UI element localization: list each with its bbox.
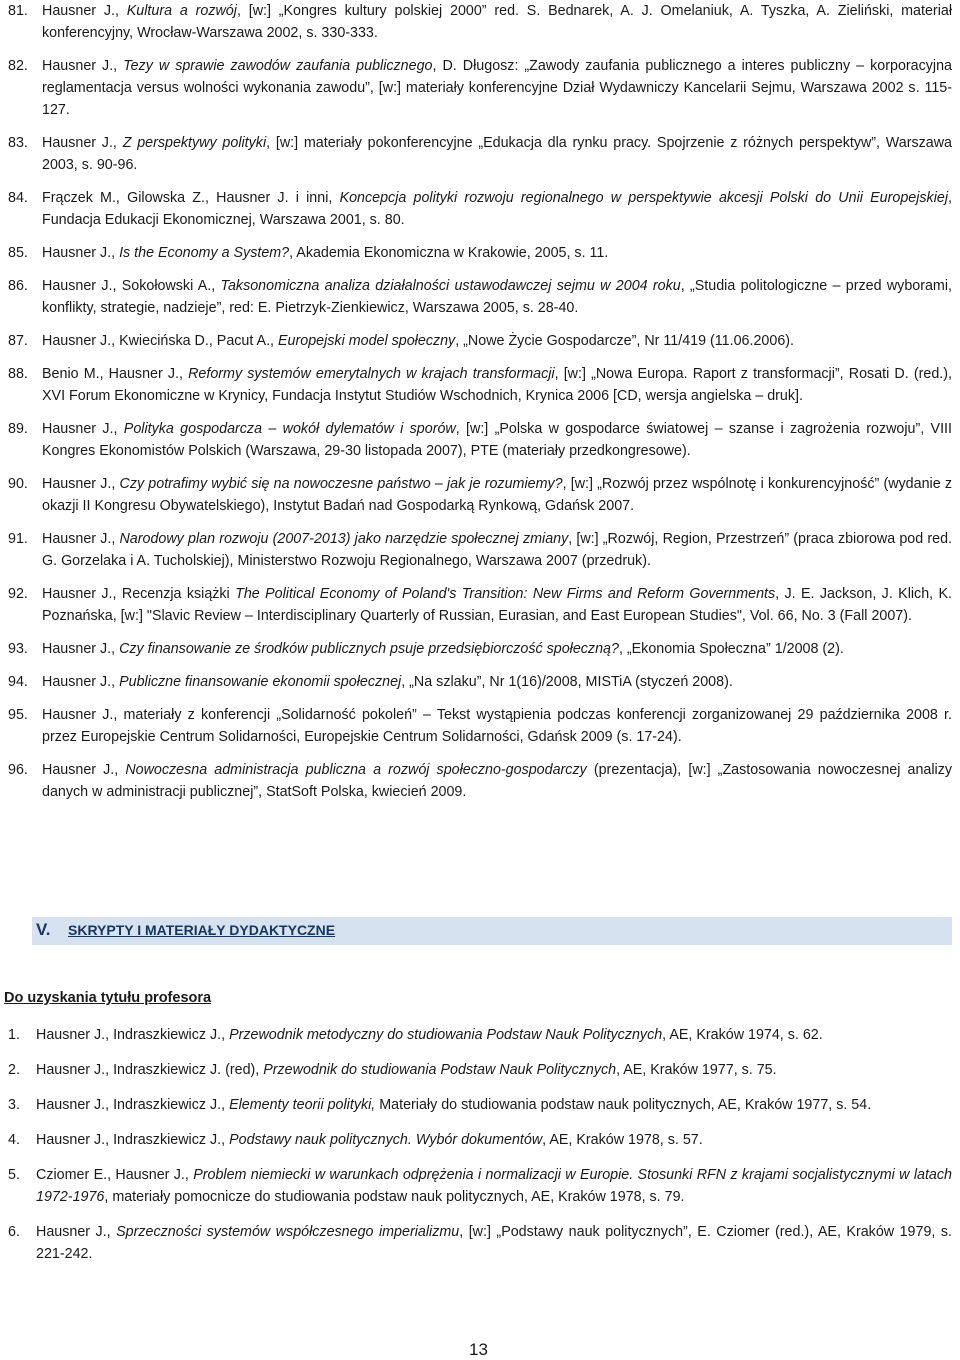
entry-text: Hausner J., Z perspektywy polityki, [w:] materiały pokonferencyjne „Edukacja dla rynku pracy. Spojrzenie z różnych perspektyw”, Warszawa 2003, s. 90-96. (42, 135, 952, 173)
entry-text: Benio M., Hausner J., Reformy systemów emerytalnych w krajach transformacji, [w:] „Nowa Europa. Raport z transformacji”, Rosati D. (red.), XVI Forum Ekonomiczne w Krynicy, Fundacja Instytut Studiów Wschodnich, Krynica 2006 [CD, wersja angielska – druk]. (42, 366, 952, 404)
entry-text: Hausner J., Tezy w sprawie zawodów zaufania publicznego, D. Długosz: „Zawody zaufania publicznego a interes publiczny – korporacyjna reglamentacja versus wolności wykonania zawodu”, [w:] materiały konferencyjne Dział Wydawniczy Kancelarii Sejmu, Warszawa 2002 s. 115-127. (42, 58, 952, 118)
bibliography-list-teaching-materials (8, 1024, 952, 1278)
entry-text: Hausner J., Indraszkiewicz J., Podstawy nauk politycznych. Wybór dokumentów, AE, Kraków 1978, s. 57. (36, 1132, 703, 1148)
entry-text: Hausner J., Sokołowski A., Taksonomiczna analiza działalności ustawodawczej sejmu w 2004 roku, „Studia politologiczne – przed wyborami, konflikty, strategie, nadzieje”, red: E. Pietrzyk-Zienkiewicz, Warszawa 2005, s. 28-40. (42, 278, 952, 316)
bibliography-entry (8, 704, 952, 748)
entry-text: Hausner J., Narodowy plan rozwoju (2007-2013) jako narzędzie społecznej zmiany, [w:] „Rozwój, Region, Przestrzeń” (praca zbiorowa pod red. G. Gorzelaka i A. Tucholskiej), Ministerstwo Rozwoju Regionalnego, Warszawa 2007 (przedruk). (42, 531, 952, 569)
entry-number: 1. (8, 1027, 20, 1043)
section-title: SKRYPTY I MATERIAŁY DYDAKTYCZNE (68, 922, 336, 938)
bibliography-entry (8, 55, 952, 121)
entry-text: Hausner J., Czy finansowanie ze środków publicznych psuje przedsiębiorczość społeczną?, „Ekonomia Społeczna” 1/2008 (2). (42, 641, 844, 657)
bibliography-entry (8, 1129, 952, 1151)
entry-text: Hausner J., Is the Economy a System?, Akademia Ekonomiczna w Krakowie, 2005, s. 11. (42, 245, 609, 261)
bibliography-entry (8, 1221, 952, 1265)
subheading: Do uzyskania tytułu profesora (4, 990, 212, 1006)
entry-number: 92. (8, 586, 28, 602)
entry-number: 95. (8, 707, 28, 723)
entry-number: 83. (8, 135, 28, 151)
page-number: 13 (469, 1340, 488, 1359)
entry-text: Hausner J., materiały z konferencji „Solidarność pokoleń” – Tekst wystąpienia podczas konferencji zorganizowanej 29 października 2008 r. przez Europejskie Centrum Solidarności, Europejskie Centrum Solidarności, Gdańsk 2009 (s. 17-24). (42, 707, 952, 745)
entry-text: Hausner J., Indraszkiewicz J., Elementy teorii polityki, Materiały do studiowania podstaw nauk politycznych, AE, Kraków 1977, s. 54. (36, 1097, 872, 1113)
entry-number: 82. (8, 58, 28, 74)
entry-number: 91. (8, 531, 28, 547)
entry-number: 88. (8, 366, 28, 382)
entry-number: 3. (8, 1097, 20, 1113)
entry-number: 86. (8, 278, 28, 294)
entry-number: 5. (8, 1167, 20, 1183)
bibliography-entry (8, 418, 952, 462)
bibliography-entry (8, 583, 952, 627)
bibliography-entry (8, 1059, 952, 1081)
entry-number: 84. (8, 190, 28, 206)
entry-text: Frączek M., Gilowska Z., Hausner J. i inni, Koncepcja polityki rozwoju regionalnego w perspektywie akcesji Polski do Unii Europejskiej, Fundacja Edukacji Ekonomicznej, Warszawa 2001, s. 80. (42, 190, 952, 228)
entry-text: Hausner J., Polityka gospodarcza – wokół dylematów i sporów, [w:] „Polska w gospodarce światowej – szanse i zagrożenia rozwoju”, VIII Kongres Ekonomistów Polskich (Warszawa, 29-30 listopada 2007), PTE (materiały przedkongresowe). (42, 421, 953, 459)
bibliography-entry (8, 363, 952, 407)
section-header-bar (32, 917, 952, 945)
entry-number: 96. (8, 762, 28, 778)
entry-text: Hausner J., Nowoczesna administracja publiczna a rozwój społeczno-gospodarczy (prezentacja), [w:] „Zastosowania nowoczesnej analizy danych w administracji publicznej”, StatSoft Polska, kwiecień 2009. (42, 762, 953, 800)
bibliography-entry (8, 528, 952, 572)
bibliography-entry (8, 671, 952, 693)
entry-text: Hausner J., Kultura a rozwój, [w:] „Kongres kultury polskiej 2000” red. S. Bednarek, A. J. Omelaniuk, A. Tyszka, A. Zieliński, materiał konferencyjny, Wrocław-Warszawa 2002, s. 330-333. (42, 3, 952, 41)
entry-number: 4. (8, 1132, 20, 1148)
entry-text: Hausner J., Kwiecińska D., Pacut A., Europejski model społeczny, „Nowe Życie Gospodarcze”, Nr 11/419 (11.06.2006). (42, 333, 795, 349)
bibliography-entry (8, 1024, 952, 1046)
entry-number: 90. (8, 476, 28, 492)
bibliography-entry (8, 759, 952, 803)
entry-text: Hausner J., Sprzeczności systemów współczesnego imperializmu, [w:] „Podstawy nauk politycznych”, E. Cziomer (red.), AE, Kraków 1979, s. 221-242. (36, 1224, 952, 1262)
bibliography-list-publications (8, 0, 952, 814)
entry-number: 87. (8, 333, 28, 349)
entry-number: 2. (8, 1062, 20, 1078)
entry-text: Hausner J., Publiczne finansowanie ekonomii społecznej, „Na szlaku”, Nr 1(16)/2008, MISTiA (styczeń 2008). (42, 674, 733, 690)
bibliography-entry (8, 132, 952, 176)
entry-number: 85. (8, 245, 28, 261)
entry-text: Hausner J., Indraszkiewicz J. (red), Przewodnik do studiowania Podstaw Nauk Politycznych, AE, Kraków 1977, s. 75. (36, 1062, 777, 1078)
entry-number: 81. (8, 3, 28, 19)
entry-number: 6. (8, 1224, 20, 1240)
bibliography-entry (8, 330, 952, 352)
bibliography-entry (8, 187, 952, 231)
entry-text: Cziomer E., Hausner J., Problem niemiecki w warunkach odprężenia i normalizacji w Europie. Stosunki RFN z krajami socjalistycznymi w latach 1972-1976, materiały pomocnicze do studiowania podstaw nauk politycznych, AE, Kraków 1978, s. 79. (36, 1167, 952, 1205)
entry-number: 93. (8, 641, 28, 657)
bibliography-entry (8, 638, 952, 660)
entry-text: Hausner J., Recenzja książki The Political Economy of Poland's Transition: New Firms and Reform Governments, J. E. Jackson, J. Klich, K. Poznańska, [w:] "Slavic Review – Interdisciplinary Quarterly of Russian, Eurasian, and East European Studies", Vol. 66, No. 3 (Fall 2007). (42, 586, 952, 624)
section-number: V. (36, 920, 51, 939)
entry-text: Hausner J., Indraszkiewicz J., Przewodnik metodyczny do studiowania Podstaw Nauk Politycznych, AE, Kraków 1974, s. 62. (36, 1027, 823, 1043)
bibliography-entry (8, 0, 952, 44)
bibliography-entry (8, 275, 952, 319)
bibliography-entry (8, 242, 952, 264)
bibliography-entry (8, 1094, 952, 1116)
entry-number: 94. (8, 674, 28, 690)
entry-text: Hausner J., Czy potrafimy wybić się na nowoczesne państwo – jak je rozumiemy?, [w:] „Rozwój przez wspólnotę i konkurencyjność” (wydanie z okazji II Kongresu Obywatelskiego), Instytut Badań nad Gospodarką Rynkową, Gdańsk 2007. (42, 476, 952, 514)
entry-number: 89. (8, 421, 28, 437)
bibliography-entry (8, 1164, 952, 1208)
bibliography-entry (8, 473, 952, 517)
